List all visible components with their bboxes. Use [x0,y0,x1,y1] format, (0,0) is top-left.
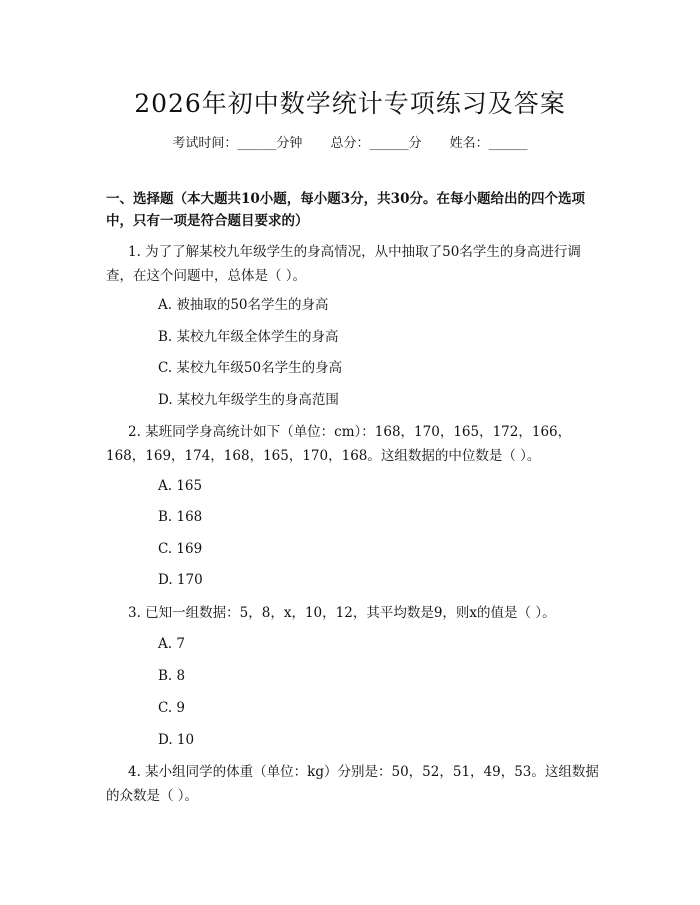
question-1-option-b: B. 某校九年级全体学生的身高 [158,329,339,345]
question-2-option-c: C. 169 [158,541,203,557]
exam-time: 考试时间：______分钟 [172,136,303,151]
question-1-option-d: D. 某校九年级学生的身高范围 [158,392,339,408]
page-title: 2026年初中数学统计专项练习及答案 [134,89,566,118]
question-1-option-a: A. 被抽取的50名学生的身高 [158,297,329,313]
question-3: 3. 已知一组数据：5，8，x，10，12，其平均数是9，则x的值是（ ）。 [128,605,556,621]
question-1: 1. 为了了解某校九年级学生的身高情况，从中抽取了50名学生的身高进行调查，在这个问题中，总体是（ ）。 [106,244,581,284]
question-3-option-b: B. 8 [158,668,186,684]
question-3-option-d: D. 10 [158,732,195,748]
exam-name: 姓名：______ [449,136,528,151]
question-2-option-b: B. 168 [158,509,203,525]
question-2-option-a: A. 165 [158,478,203,494]
question-3-option-a: A. 7 [158,636,185,652]
question-4: 4. 某小组同学的体重（单位：kg）分别是：50，52，51，49，53。这组数据的众数是（ ）。 [106,764,599,804]
section-heading-choice: 一、选择题（本大题共10小题，每小题3分，共30分。在每小题给出的四个选项中，只有一项是符合题目要求的） [106,191,585,229]
exam-meta [0,132,700,151]
question-2: 2. 某班同学身高统计如下（单位：cm）：168，170，165，172，166，168，169，174，168，165，170，168。这组数据的中位数是（ ）。 [106,424,572,464]
exam-score: 总分：______分 [330,136,422,151]
question-2-option-d: D. 170 [158,572,203,588]
question-3-option-c: C. 9 [158,700,186,716]
question-1-option-c: C. 某校九年级50名学生的身高 [158,360,343,376]
